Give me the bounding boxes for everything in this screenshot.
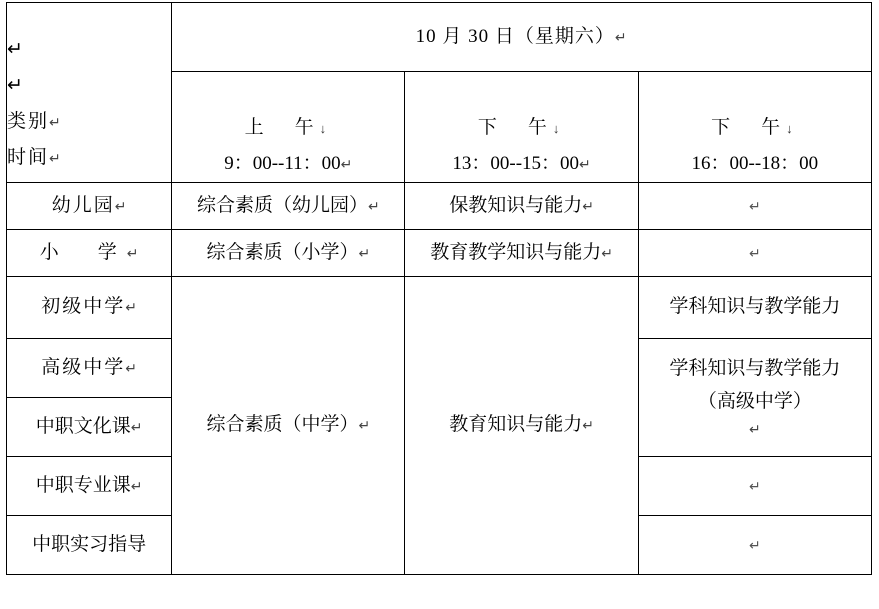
session-time-morning — [172, 146, 404, 182]
subject-cell-primary-morning — [172, 230, 405, 277]
session-time-morning-text: 9：00--11：00 — [224, 152, 341, 174]
category-cell-primary — [7, 230, 172, 277]
category-senior-text: 高级中学 — [41, 356, 126, 378]
subject-junior-afternoon2-text: 学科知识与教学能力 — [669, 296, 841, 318]
table-row — [7, 3, 872, 72]
subject-cell-kindergarten-morning — [172, 183, 405, 230]
subject-primary-afternoon1-text: 教育教学知识与能力 — [430, 241, 602, 263]
subject-primary-afternoon2-mark: ↵ — [748, 246, 761, 262]
subject-cell-middle-morning — [172, 277, 405, 575]
category-vocational-major-mark: ↵ — [130, 479, 143, 495]
subject-cell-vocational-internship-afternoon2 — [638, 516, 871, 575]
subject-cell-senior-afternoon2 — [638, 339, 871, 457]
corner-header-cell — [7, 3, 172, 183]
subject-middle-afternoon1-mark: ↵ — [582, 419, 594, 435]
time-label — [7, 140, 171, 176]
category-primary-mark: ↵ — [126, 246, 139, 262]
category-vocational-culture-mark: ↵ — [130, 420, 143, 436]
category-senior-mark: ↵ — [125, 361, 137, 377]
category-cell-vocational-major — [7, 457, 172, 516]
subject-vocational-internship-afternoon2-mark: ↵ — [748, 538, 761, 554]
subject-primary-morning-text: 综合素质（小学） — [206, 241, 359, 263]
subject-kindergarten-afternoon2-mark: ↵ — [748, 199, 761, 215]
session-name-afternoon1 — [405, 110, 637, 146]
subject-cell-primary-afternoon1 — [405, 230, 638, 277]
category-cell-vocational-culture — [7, 398, 172, 457]
stray-mark-1: ↵ — [7, 38, 25, 60]
session-name-afternoon2-mark: ↓ — [786, 120, 799, 136]
subject-middle-morning-mark: ↵ — [358, 419, 371, 435]
session-time-afternoon1-text: 13：00--15：00 — [452, 152, 580, 174]
subject-cell-primary-afternoon2 — [638, 230, 871, 277]
category-cell-senior — [7, 339, 172, 398]
category-kindergarten-mark: ↵ — [114, 199, 127, 215]
subject-kindergarten-morning-mark: ↵ — [367, 199, 380, 215]
date-header-mark: ↵ — [614, 30, 628, 46]
session-time-afternoon2 — [639, 146, 871, 182]
category-vocational-major-text: 中职专业课 — [35, 474, 131, 496]
subject-middle-afternoon1-text: 教育知识与能力 — [449, 414, 583, 436]
subject-primary-afternoon1-mark: ↵ — [601, 246, 613, 262]
date-header-text: 10 月 30 日（星期六） — [415, 25, 615, 47]
stray-mark-2: ↵ — [7, 74, 25, 96]
subject-kindergarten-afternoon1-text: 保教知识与能力 — [449, 194, 583, 216]
time-label-text: 时间 — [7, 146, 50, 168]
session-time-afternoon2-text: 16：00--18：00 — [691, 152, 819, 174]
table-row — [7, 230, 872, 277]
table-row — [7, 183, 872, 230]
subject-senior-afternoon2-line1: 学科知识与教学能力 — [669, 358, 841, 379]
subject-cell-junior-afternoon2 — [638, 277, 871, 339]
subject-kindergarten-afternoon1-mark: ↵ — [582, 199, 594, 215]
subject-senior-afternoon2-line2-text: （高级中学） — [697, 391, 812, 413]
subject-cell-kindergarten-afternoon1 — [405, 183, 638, 230]
session-time-morning-mark: ↵ — [340, 157, 353, 173]
category-label-mark: ↵ — [49, 115, 63, 131]
subject-middle-morning-text: 综合素质（中学） — [206, 414, 359, 436]
session-name-afternoon1-text: 下 午 — [477, 116, 553, 138]
category-primary-text: 小 学 — [39, 241, 127, 263]
session-cell-afternoon1 — [405, 72, 638, 183]
category-cell-junior — [7, 277, 172, 339]
document-page — [0, 2, 879, 609]
session-name-afternoon2-text: 下 午 — [711, 116, 787, 138]
subject-senior-afternoon2-mark: ↵ — [748, 422, 761, 438]
date-header-cell — [172, 3, 872, 72]
subject-cell-middle-afternoon1 — [405, 277, 638, 575]
subject-senior-afternoon2-line2 — [639, 385, 871, 443]
session-name-afternoon1-mark: ↓ — [552, 120, 566, 136]
category-label — [7, 104, 171, 140]
subject-vocational-major-afternoon2-mark: ↵ — [748, 479, 761, 495]
category-junior-mark: ↵ — [125, 301, 137, 317]
category-label-text: 类别 — [7, 110, 50, 132]
subject-primary-morning-mark: ↵ — [358, 246, 371, 262]
subject-cell-kindergarten-afternoon2 — [638, 183, 871, 230]
time-label-mark: ↵ — [49, 151, 63, 167]
session-name-morning-mark: ↓ — [319, 120, 333, 136]
category-cell-vocational-internship — [7, 516, 172, 575]
exam-schedule-table — [6, 2, 872, 575]
session-time-afternoon1 — [405, 146, 637, 182]
session-name-morning-text: 上 午 — [244, 116, 320, 138]
session-name-afternoon2 — [639, 110, 871, 146]
table-row — [7, 277, 872, 339]
category-vocational-internship-text: 中职实习指导 — [32, 533, 147, 555]
subject-kindergarten-morning-text: 综合素质（幼儿园） — [196, 194, 368, 216]
category-kindergarten-text: 幼儿园 — [51, 194, 115, 216]
category-cell-kindergarten — [7, 183, 172, 230]
session-name-morning — [172, 110, 404, 146]
session-cell-afternoon2 — [638, 72, 871, 183]
category-junior-text: 初级中学 — [41, 296, 126, 318]
subject-cell-vocational-major-afternoon2 — [638, 457, 871, 516]
session-time-afternoon1-mark: ↵ — [579, 157, 591, 173]
session-cell-morning — [172, 72, 405, 183]
category-vocational-culture-text: 中职文化课 — [35, 415, 131, 437]
